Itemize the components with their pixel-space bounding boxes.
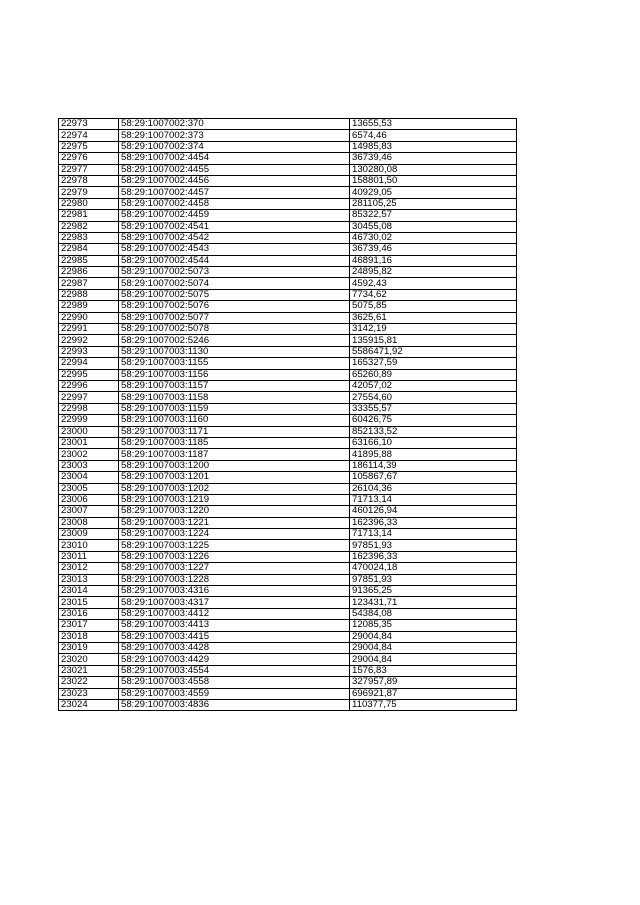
value-cell: 3142,19 xyxy=(350,324,517,335)
table-row xyxy=(59,221,517,232)
table-body xyxy=(59,119,517,711)
value-cell: 46891,16 xyxy=(350,255,517,266)
table-row xyxy=(59,346,517,357)
value-cell: 852133,52 xyxy=(350,426,517,437)
value-cell: 7734,62 xyxy=(350,289,517,300)
cadastral-number-cell: 58:29:1007003:1219 xyxy=(119,494,350,505)
row-number-cell: 22978 xyxy=(59,175,119,186)
row-number-cell: 23013 xyxy=(59,574,119,585)
row-number-cell: 23017 xyxy=(59,620,119,631)
value-cell: 40929,05 xyxy=(350,187,517,198)
cadastral-number-cell: 58:29:1007002:5073 xyxy=(119,267,350,278)
value-cell: 186114,39 xyxy=(350,460,517,471)
cadastral-number-cell: 58:29:1007003:1201 xyxy=(119,472,350,483)
table-row xyxy=(59,677,517,688)
row-number-cell: 22982 xyxy=(59,221,119,232)
value-cell: 110377,75 xyxy=(350,699,517,710)
cadastral-number-cell: 58:29:1007003:1224 xyxy=(119,529,350,540)
row-number-cell: 22980 xyxy=(59,198,119,209)
value-cell: 63166,10 xyxy=(350,437,517,448)
row-number-cell: 22984 xyxy=(59,244,119,255)
row-number-cell: 22983 xyxy=(59,232,119,243)
row-number-cell: 22995 xyxy=(59,369,119,380)
row-number-cell: 23023 xyxy=(59,688,119,699)
value-cell: 327957,89 xyxy=(350,677,517,688)
cadastral-number-cell: 58:29:1007003:1221 xyxy=(119,517,350,528)
cadastral-number-cell: 58:29:1007003:1156 xyxy=(119,369,350,380)
row-number-cell: 23005 xyxy=(59,483,119,494)
cadastral-number-cell: 58:29:1007003:4559 xyxy=(119,688,350,699)
row-number-cell: 23007 xyxy=(59,506,119,517)
row-number-cell: 23012 xyxy=(59,563,119,574)
cadastral-number-cell: 58:29:1007002:4541 xyxy=(119,221,350,232)
value-cell: 30455,08 xyxy=(350,221,517,232)
cadastral-number-cell: 58:29:1007002:4458 xyxy=(119,198,350,209)
value-cell: 29004,84 xyxy=(350,631,517,642)
row-number-cell: 22987 xyxy=(59,278,119,289)
row-number-cell: 23014 xyxy=(59,586,119,597)
value-cell: 97851,93 xyxy=(350,540,517,551)
row-number-cell: 22996 xyxy=(59,380,119,391)
cadastral-number-cell: 58:29:1007003:1227 xyxy=(119,563,350,574)
cadastral-number-cell: 58:29:1007003:1225 xyxy=(119,540,350,551)
cadastral-number-cell: 58:29:1007003:1171 xyxy=(119,426,350,437)
row-number-cell: 22994 xyxy=(59,358,119,369)
value-cell: 470024,18 xyxy=(350,563,517,574)
row-number-cell: 22981 xyxy=(59,210,119,221)
table-row xyxy=(59,403,517,414)
row-number-cell: 22976 xyxy=(59,153,119,164)
cadastral-number-cell: 58:29:1007003:1200 xyxy=(119,460,350,471)
cadastral-number-cell: 58:29:1007002:4542 xyxy=(119,232,350,243)
row-number-cell: 23008 xyxy=(59,517,119,528)
cadastral-number-cell: 58:29:1007003:1130 xyxy=(119,346,350,357)
table-row xyxy=(59,449,517,460)
value-cell: 5586471,92 xyxy=(350,346,517,357)
table-row xyxy=(59,631,517,642)
cadastral-number-cell: 58:29:1007003:4413 xyxy=(119,620,350,631)
value-cell: 14985,83 xyxy=(350,141,517,152)
value-cell: 5075,85 xyxy=(350,301,517,312)
row-number-cell: 23016 xyxy=(59,608,119,619)
value-cell: 4592,43 xyxy=(350,278,517,289)
table-row xyxy=(59,130,517,141)
cadastral-number-cell: 58:29:1007003:1157 xyxy=(119,380,350,391)
cadastral-number-cell: 58:29:1007003:1155 xyxy=(119,358,350,369)
value-cell: 85322,57 xyxy=(350,210,517,221)
value-cell: 41895,88 xyxy=(350,449,517,460)
row-number-cell: 22979 xyxy=(59,187,119,198)
table-row xyxy=(59,529,517,540)
table-row xyxy=(59,255,517,266)
row-number-cell: 22992 xyxy=(59,335,119,346)
row-number-cell: 23022 xyxy=(59,677,119,688)
cadastral-number-cell: 58:29:1007002:374 xyxy=(119,141,350,152)
cadastral-number-cell: 58:29:1007002:4455 xyxy=(119,164,350,175)
cadastral-number-cell: 58:29:1007002:5075 xyxy=(119,289,350,300)
table-row xyxy=(59,574,517,585)
value-cell: 3625,61 xyxy=(350,312,517,323)
value-cell: 12085,35 xyxy=(350,620,517,631)
cadastral-number-cell: 58:29:1007003:1185 xyxy=(119,437,350,448)
table-row xyxy=(59,506,517,517)
row-number-cell: 23011 xyxy=(59,551,119,562)
cadastral-number-cell: 58:29:1007002:370 xyxy=(119,119,350,130)
cadastral-number-cell: 58:29:1007002:5246 xyxy=(119,335,350,346)
value-cell: 97851,93 xyxy=(350,574,517,585)
table-row xyxy=(59,335,517,346)
cadastral-number-cell: 58:29:1007002:4459 xyxy=(119,210,350,221)
cadastral-number-cell: 58:29:1007003:1228 xyxy=(119,574,350,585)
cadastral-number-cell: 58:29:1007003:1160 xyxy=(119,415,350,426)
cadastral-number-cell: 58:29:1007002:5074 xyxy=(119,278,350,289)
value-cell: 460126,94 xyxy=(350,506,517,517)
table-row xyxy=(59,164,517,175)
cadastral-number-cell: 58:29:1007003:4316 xyxy=(119,586,350,597)
value-cell: 26104,36 xyxy=(350,483,517,494)
row-number-cell: 23003 xyxy=(59,460,119,471)
table-row xyxy=(59,369,517,380)
table-row xyxy=(59,244,517,255)
value-cell: 65260,89 xyxy=(350,369,517,380)
cadastral-number-cell: 58:29:1007003:1159 xyxy=(119,403,350,414)
table-row xyxy=(59,426,517,437)
cadastral-number-cell: 58:29:1007003:4429 xyxy=(119,654,350,665)
value-cell: 162396,33 xyxy=(350,551,517,562)
value-cell: 36739,46 xyxy=(350,244,517,255)
table-row xyxy=(59,278,517,289)
value-cell: 42057,02 xyxy=(350,380,517,391)
table-row xyxy=(59,688,517,699)
row-number-cell: 22973 xyxy=(59,119,119,130)
value-cell: 29004,84 xyxy=(350,642,517,653)
row-number-cell: 23020 xyxy=(59,654,119,665)
table-row xyxy=(59,540,517,551)
cadastral-number-cell: 58:29:1007003:4412 xyxy=(119,608,350,619)
table-row xyxy=(59,620,517,631)
value-cell: 158801,50 xyxy=(350,175,517,186)
row-number-cell: 23019 xyxy=(59,642,119,653)
table-row xyxy=(59,586,517,597)
table-row xyxy=(59,483,517,494)
table-row xyxy=(59,232,517,243)
cadastral-number-cell: 58:29:1007002:373 xyxy=(119,130,350,141)
cadastral-number-cell: 58:29:1007003:1202 xyxy=(119,483,350,494)
cadastral-number-cell: 58:29:1007002:4456 xyxy=(119,175,350,186)
table-row xyxy=(59,472,517,483)
cadastral-number-cell: 58:29:1007002:4454 xyxy=(119,153,350,164)
value-cell: 60426,75 xyxy=(350,415,517,426)
value-cell: 46730,02 xyxy=(350,232,517,243)
value-cell: 71713,14 xyxy=(350,494,517,505)
value-cell: 105867,67 xyxy=(350,472,517,483)
table-row xyxy=(59,665,517,676)
table-row xyxy=(59,551,517,562)
cadastral-number-cell: 58:29:1007003:4415 xyxy=(119,631,350,642)
table-row xyxy=(59,119,517,130)
cadastral-number-cell: 58:29:1007002:4457 xyxy=(119,187,350,198)
value-cell: 1576,83 xyxy=(350,665,517,676)
table-row xyxy=(59,415,517,426)
value-cell: 54384,08 xyxy=(350,608,517,619)
table-row xyxy=(59,175,517,186)
table-row xyxy=(59,460,517,471)
row-number-cell: 23015 xyxy=(59,597,119,608)
cadastral-value-table xyxy=(58,118,517,711)
table-row xyxy=(59,198,517,209)
value-cell: 29004,84 xyxy=(350,654,517,665)
value-cell: 91365,25 xyxy=(350,586,517,597)
value-cell: 696921,87 xyxy=(350,688,517,699)
row-number-cell: 23000 xyxy=(59,426,119,437)
table-row xyxy=(59,153,517,164)
value-cell: 33355,57 xyxy=(350,403,517,414)
row-number-cell: 23018 xyxy=(59,631,119,642)
value-cell: 6574,46 xyxy=(350,130,517,141)
row-number-cell: 22999 xyxy=(59,415,119,426)
row-number-cell: 22975 xyxy=(59,141,119,152)
table-row xyxy=(59,642,517,653)
value-cell: 135915,81 xyxy=(350,335,517,346)
row-number-cell: 23002 xyxy=(59,449,119,460)
row-number-cell: 22993 xyxy=(59,346,119,357)
table-row xyxy=(59,654,517,665)
cadastral-number-cell: 58:29:1007002:4543 xyxy=(119,244,350,255)
table-row xyxy=(59,563,517,574)
table-row xyxy=(59,267,517,278)
cadastral-number-cell: 58:29:1007003:1187 xyxy=(119,449,350,460)
value-cell: 24895,82 xyxy=(350,267,517,278)
value-cell: 162396,33 xyxy=(350,517,517,528)
cadastral-number-cell: 58:29:1007003:4554 xyxy=(119,665,350,676)
table-row xyxy=(59,437,517,448)
row-number-cell: 22990 xyxy=(59,312,119,323)
row-number-cell: 23006 xyxy=(59,494,119,505)
table-row xyxy=(59,517,517,528)
row-number-cell: 23021 xyxy=(59,665,119,676)
cadastral-number-cell: 58:29:1007003:4317 xyxy=(119,597,350,608)
row-number-cell: 22991 xyxy=(59,324,119,335)
table-row xyxy=(59,324,517,335)
row-number-cell: 22985 xyxy=(59,255,119,266)
row-number-cell: 22998 xyxy=(59,403,119,414)
cadastral-number-cell: 58:29:1007002:4544 xyxy=(119,255,350,266)
table-row xyxy=(59,392,517,403)
cadastral-number-cell: 58:29:1007002:5078 xyxy=(119,324,350,335)
value-cell: 165327,59 xyxy=(350,358,517,369)
value-cell: 36739,46 xyxy=(350,153,517,164)
row-number-cell: 22977 xyxy=(59,164,119,175)
value-cell: 123431,71 xyxy=(350,597,517,608)
row-number-cell: 23009 xyxy=(59,529,119,540)
cadastral-number-cell: 58:29:1007003:1158 xyxy=(119,392,350,403)
row-number-cell: 22974 xyxy=(59,130,119,141)
row-number-cell: 23004 xyxy=(59,472,119,483)
value-cell: 71713,14 xyxy=(350,529,517,540)
table-row xyxy=(59,597,517,608)
table-row xyxy=(59,608,517,619)
table-row xyxy=(59,699,517,710)
table-row xyxy=(59,301,517,312)
table-row xyxy=(59,494,517,505)
row-number-cell: 22989 xyxy=(59,301,119,312)
row-number-cell: 22986 xyxy=(59,267,119,278)
cadastral-number-cell: 58:29:1007003:4558 xyxy=(119,677,350,688)
value-cell: 27554,60 xyxy=(350,392,517,403)
table-row xyxy=(59,380,517,391)
row-number-cell: 22988 xyxy=(59,289,119,300)
cadastral-number-cell: 58:29:1007002:5077 xyxy=(119,312,350,323)
table-row xyxy=(59,141,517,152)
table-row xyxy=(59,187,517,198)
cadastral-number-cell: 58:29:1007003:1226 xyxy=(119,551,350,562)
table-row xyxy=(59,210,517,221)
row-number-cell: 23024 xyxy=(59,699,119,710)
table-row xyxy=(59,358,517,369)
value-cell: 13655,53 xyxy=(350,119,517,130)
row-number-cell: 23001 xyxy=(59,437,119,448)
cadastral-number-cell: 58:29:1007003:4836 xyxy=(119,699,350,710)
row-number-cell: 22997 xyxy=(59,392,119,403)
cadastral-number-cell: 58:29:1007003:1220 xyxy=(119,506,350,517)
value-cell: 281105,25 xyxy=(350,198,517,209)
table-row xyxy=(59,312,517,323)
cadastral-number-cell: 58:29:1007003:4428 xyxy=(119,642,350,653)
row-number-cell: 23010 xyxy=(59,540,119,551)
table-row xyxy=(59,289,517,300)
value-cell: 130280,08 xyxy=(350,164,517,175)
cadastral-number-cell: 58:29:1007002:5076 xyxy=(119,301,350,312)
